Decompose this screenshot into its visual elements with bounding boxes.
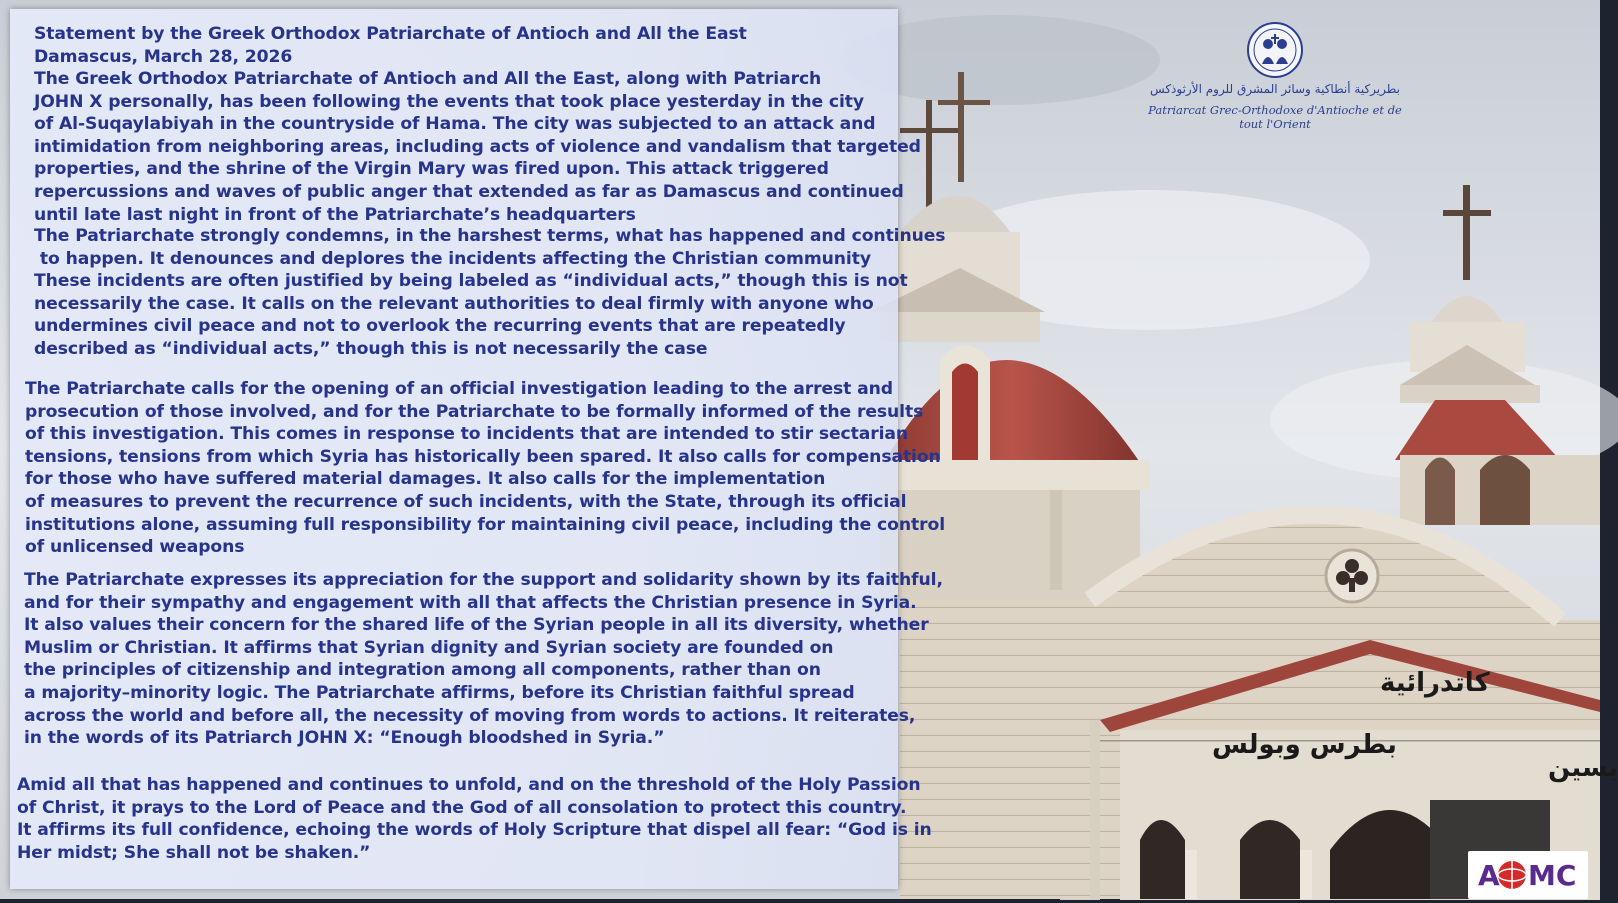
statement-title: Statement by the Greek Orthodox Patriarchate of Antioch and All the East [34, 24, 747, 44]
paragraph-5-line: Amid all that has happened and continues to unfold, and on the threshold of the Holy Passion [17, 775, 921, 795]
statement-header [34, 23, 747, 68]
paragraph-3-line: of unlicensed weapons [25, 537, 245, 558]
patriarchate-seal-icon [1245, 20, 1305, 80]
paragraph-3-line: of this investigation. This comes in response to incidents that are intended to stir sectarian [25, 424, 909, 445]
paragraph-4-line: The Patriarchate expresses its appreciation for the support and solidarity shown by its faithful, [24, 570, 943, 590]
paragraph-3-line: tensions, tensions from which Syria has historically been spared. It also calls for compensation [25, 446, 941, 467]
paragraph-3-line: of measures to prevent the recurrence of such incidents, with the State, through its official [25, 491, 907, 512]
paragraph-1-line: of Al-Suqaylabiyah in the countryside of Hama. The city was subjected to an attack and [34, 114, 876, 135]
paragraph-4-line: Muslim or Christian. It affirms that Syrian dignity and Syrian society are founded on [24, 637, 834, 658]
paragraph-2-line: undermines civil peace and not to overlook the recurring events that are repeatedly [34, 316, 846, 337]
paragraph-4-line: the principles of citizenship and integration among all components, rather than on [24, 660, 821, 681]
peter-paul-sign: بطرس وبولس [1212, 730, 1397, 760]
statement-text-panel [10, 9, 946, 889]
paragraph-2 [34, 225, 945, 361]
paragraph-5-line: It affirms its full confidence, echoing the words of Holy Scripture that dispel all fear: “God is in [17, 820, 932, 841]
paragraph-1-line: properties, and the shrine of the Virgin Mary was fired upon. This attack triggered [34, 159, 829, 180]
paragraph-1-line: until late last night in front of the Patriarchate’s headquarters [34, 204, 636, 225]
paragraph-1-line: repercussions and waves of public anger that extended as far as Damascus and continued [34, 181, 904, 202]
paragraph-4-line: and for their sympathy and engagement with all that affects the Christian presence in Syria. [24, 592, 917, 613]
paragraph-1 [34, 68, 921, 226]
paragraph-4-line: across the world and before all, the necessity of moving from words to actions. It reiterates, [24, 705, 916, 726]
paragraph-5-line: of Christ, it prays to the Lord of Peace and the God of all consolation to protect this country. [17, 797, 907, 818]
paragraph-2-line: The Patriarchate strongly condemns, in the harshest terms, what has happened and continues [34, 226, 946, 246]
paragraph-2-line: necessarily the case. It calls on the relevant authorities to deal firmly with anyone who [34, 293, 874, 314]
paragraph-1-line: JOHN X personally, has been following the events that took place yesterday in the city [34, 91, 865, 112]
paragraph-1-line: intimidation from neighboring areas, including acts of violence and vandalism that targeted [34, 136, 921, 157]
partial-sign: يسين [1548, 753, 1618, 783]
paragraph-5 [17, 774, 932, 864]
cathedral-sign: كاتدرائية [1380, 668, 1490, 698]
svg-text:A: A [1478, 859, 1500, 892]
patriarchate-logo [1140, 20, 1410, 130]
paragraph-2-line: to happen. It denounces and deplores the incidents affecting the Christian community [34, 248, 871, 269]
paragraph-1-line: The Greek Orthodox Patriarchate of Antioch and All the East, along with Patriarch [34, 69, 822, 89]
paragraph-3 [25, 378, 945, 559]
paragraph-3-line: for those who have suffered material damages. It also calls for the implementation [25, 469, 826, 490]
paragraph-4-line: in the words of its Patriarch JOHN X: “Enough bloodshed in Syria.” [24, 728, 665, 749]
paragraph-3-line: institutions alone, assuming full responsibility for maintaining civil peace, including the control [25, 514, 945, 535]
paragraph-3-line: prosecution of those involved, and for the Patriarchate to be formally informed of the results [25, 401, 924, 422]
paragraph-4-line: It also values their concern for the shared life of the Syrian people in all its diversity, whether [24, 615, 929, 636]
logo-arabic-text: بطريركية أنطاكية وسائر المشرق للروم الأرثوذكس [1150, 82, 1400, 96]
paragraph-4-line: a majority–minority logic. The Patriarchate affirms, before its Christian faithful spread [24, 682, 855, 703]
aomc-watermark [1468, 851, 1588, 899]
logo-french-text: Patriarcat Grec-Orthodoxe d'Antioche et de tout l'Orient [1148, 103, 1402, 131]
paragraph-2-line: described as “individual acts,” though this is not necessarily the case [34, 338, 708, 359]
aomc-text: MC [1528, 859, 1577, 892]
aomc-logo-icon [1468, 851, 1588, 899]
paragraph-3-line: The Patriarchate calls for the opening of an official investigation leading to the arrest and [25, 379, 894, 399]
paragraph-2-line: These incidents are often justified by being labeled as “individual acts,” though this is not [34, 271, 908, 292]
statement-dateline: Damascus, March 28, 2026 [34, 46, 293, 67]
paragraph-4 [24, 569, 943, 750]
paragraph-5-line: Her midst; She shall not be shaken.” [17, 842, 371, 863]
